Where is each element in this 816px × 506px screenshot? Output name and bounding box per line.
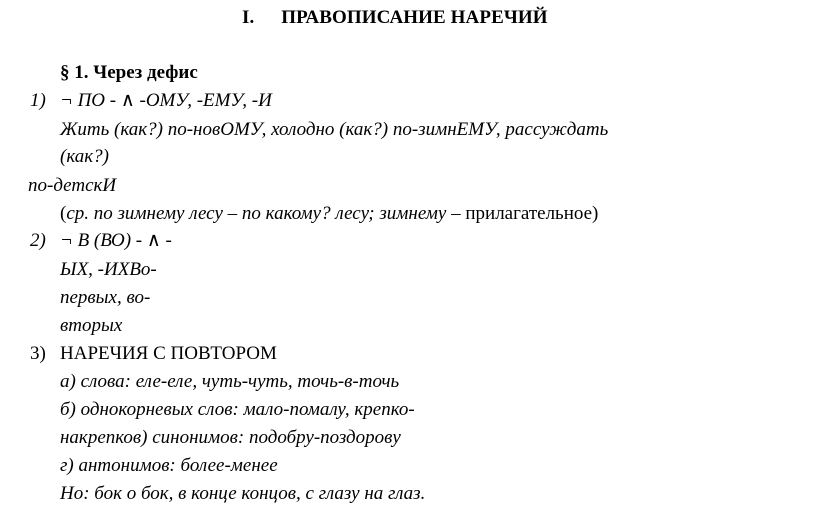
section-heading: § 1. Через дефис [60,62,198,83]
item2-line4: вторых [60,315,123,336]
title-number: I. [242,7,255,28]
item2-line2: ЫХ, -ИХВо- [60,259,157,280]
item1-compare-plain: прилагательное) [460,203,599,224]
item3-heading: НАРЕЧИЯ С ПОВТОРОМ [60,343,277,364]
item3-g: г) антонимов: более-менее [60,455,278,476]
item2-number: 2) [30,230,46,251]
item3-b-line2: накрепков) синонимов: подобру-поздорову [60,427,401,448]
item1-number: 1) [30,90,46,111]
item2-line3: первых, во- [60,287,151,308]
item1-example-line2: (как?) [60,146,109,167]
item2-rule: ¬ В (ВО) - ∧ - [60,230,172,251]
item3-number: 3) [30,343,46,364]
item3-a: а) слова: еле-еле, чуть-чуть, точь-в-точь [60,371,400,392]
item3-note: Но: бок о бок, в конце концов, с глазу на глаз. [60,483,426,504]
page-title [242,6,548,30]
item1-compare [60,202,598,226]
item1-example-line1: Жить (как?) по-новОМУ, холодно (как?) по-зимнЕМУ, рассуждать [60,119,609,140]
item1-compare-italic: ср. по зимнему лесу – по какому? лесу; зимнему – [66,203,461,224]
item1-compare-open: ( [60,203,67,224]
item1-rule: ¬ ПО - ∧ -ОМУ, -ЕМУ, -И [60,90,272,111]
item3-b-line1: б) однокорневых слов: мало-помалу, крепко- [60,399,415,420]
item1-example-line3: по-детскИ [28,175,117,196]
title-text: ПРАВОПИСАНИЕ НАРЕЧИЙ [281,7,548,28]
